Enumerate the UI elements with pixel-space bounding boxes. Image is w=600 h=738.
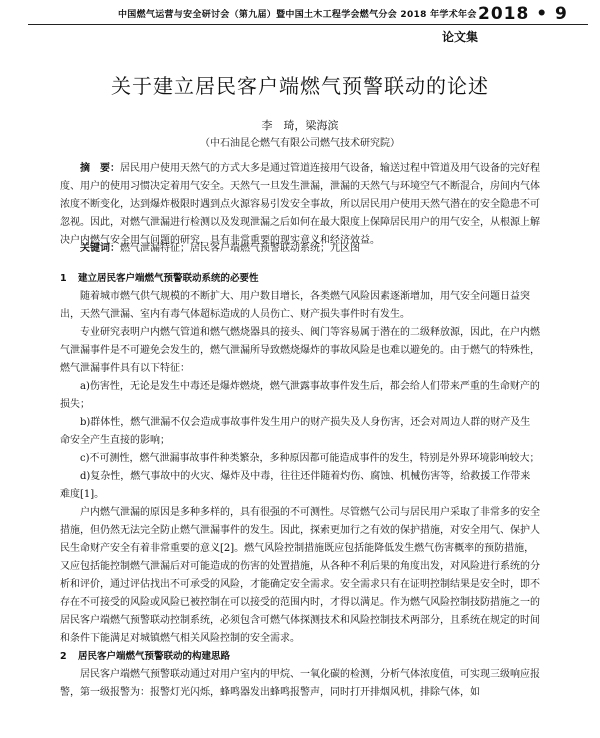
body [60,270,540,702]
keywords-text: 燃气泄漏特征；居民客户端燃气预警联动系统；九区图 [120,243,360,254]
conference-header: 中国燃气运营与安全研讨会（第九届）暨中国土木工程学会燃气分会 2018 年学术年会 [118,10,477,20]
authors: 李 琦，梁海滨 [261,119,339,132]
paper-title: 关于建立居民客户端燃气预警联动的论述 [111,74,489,98]
affiliation: （中石油昆仑燃气有限公司燃气技术研究院） [200,138,400,149]
abstract-label: 摘 要： [80,163,120,174]
year-label: 2018 • 9 [478,4,568,24]
section-number: 2 [60,651,67,662]
abstract-text: 居民用户使用天然气的方式大多是通过管道连接用气设备，输送过程中管道及用气设备的完好程度、用户的使用习惯决定着用气安全。天然气一旦发生泄漏，泄漏的天然气与环境空气不断混合，房间内气体浓度不断变化，达到爆炸极限时遇到点火源容易引发安全事故，所以居民用户使用天然气潜在的安全隐患不可忽视。因此，对燃气泄漏进行检测以及发现泄漏之后如何在最大限度上保障居民用户的用气安全，从根源上解决户内燃气安全用气问题的研究，具有非常重要的现实意义和经济效益。 [60,163,540,246]
section-title: 居民客户端燃气预警联动的构建思路 [78,651,231,662]
paragraph: 居民客户端燃气预警联动通过对用户室内的甲烷、一氧化碳的检测，分析气体浓度值，可实现三级响应报警，第一级报警为：报警灯光闪烁，蜂鸣器发出蜂鸣报警声，同时打开排烟风机，排除气体，如 [60,669,540,698]
section-heading [60,270,540,288]
keywords [60,240,540,258]
paragraph: b)群体性，燃气泄漏不仅会造成事故事件发生用户的财产损失及人身伤害，还会对周边人群的财产及生命安全产生直接的影响； [60,417,531,446]
paragraph: 户内燃气泄漏的原因是多种多样的，具有很强的不可测性。尽管燃气公司与居民用户采取了非常多的安全措施，但仍然无法完全防止燃气泄漏事件的发生。因此，探索更加行之有效的保护措施，对安全用气、保护人民生命财产安全有着非常重要的意义[2]。燃气风险控制措施既应包括能降低发生燃气伤害概率的预防措施，又应包括能控制燃气泄漏后对可能造成的伤害的处置措施，从各种不利后果的角度出发，对风险进行系统的分析和评价，通过评估找出不可承受的风险，才能确定安全需求。安全需求只有在证明控制结果是安全时，即不存在不可接受的风险或风险已被控制在可以接受的范围内时，才得以满足。作为燃气风险控制技防措施之一的居民客户端燃气预警联动控制系统，必须包含可燃气体探测技术和风险控制技术两部分，且系统在规定的时间和条件下能满足对城镇燃气相关风险控制的安全需求。 [60,507,540,644]
header-rule [28,24,588,25]
keywords-label: 关键词： [80,243,120,254]
abstract [60,160,540,250]
section-heading [60,648,540,666]
paragraph: 专业研究表明户内燃气管道和燃气燃烧器具的接头、阀门等容易属于潜在的二级释放源，因此，在户内燃气泄漏事件是不可避免会发生的，燃气泄漏所导致燃烧爆炸的事故风险是也难以避免的。由于燃气的特殊性，燃气泄漏事件具有以下特征： [60,327,540,374]
section-number: 1 [60,273,67,284]
paragraph: 随着城市燃气供气规模的不断扩大、用户数目增长，各类燃气风险因素逐渐增加，用气安全问题日益突出，天然气泄漏、室内有毒气体超标造成的人员伤亡、财产损失事件时有发生。 [60,291,530,320]
paragraph: c)不可测性，燃气泄漏事故事件种类繁杂，多种原因都可能造成事件的发生，特别是外界环境影响较大； [80,453,540,464]
section-title: 建立居民客户端燃气预警联动系统的必要性 [78,273,259,284]
paragraph: d)复杂性，燃气事故中的火灾、爆炸及中毒，往往还伴随着灼伤、腐蚀、机械伤害等，给救援工作带来难度[1]。 [60,471,531,500]
series-label: 论文集 [442,30,479,44]
paragraph: a)伤害性，无论是发生中毒还是爆炸燃烧，燃气泄露事故事件发生后，都会给人们带来严重的生命财产的损失； [60,381,540,410]
